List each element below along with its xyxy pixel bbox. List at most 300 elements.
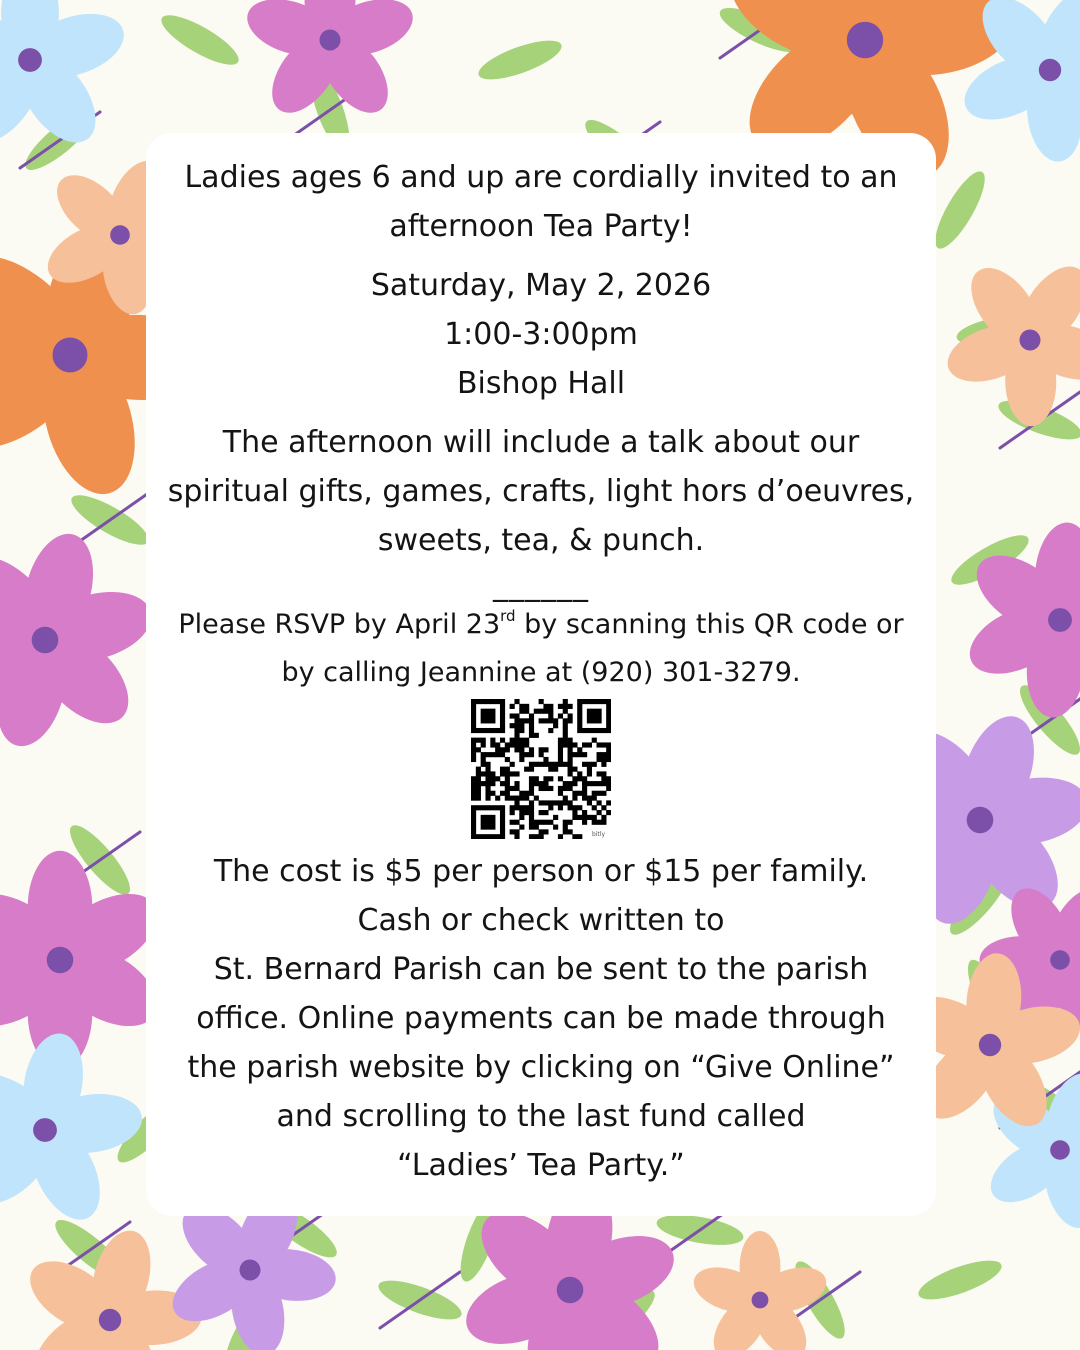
qr-module xyxy=(519,796,524,801)
lavender-flower-center xyxy=(967,807,994,834)
qr-module xyxy=(471,781,476,786)
qr-module xyxy=(510,829,515,834)
qr-module xyxy=(514,747,519,752)
qr-module xyxy=(471,820,476,825)
qr-module xyxy=(597,757,602,762)
qr-module xyxy=(606,704,611,709)
qr-module xyxy=(529,718,534,723)
qr-module xyxy=(568,771,573,776)
rsvp-qr-code[interactable] xyxy=(471,699,611,839)
qr-module xyxy=(471,742,476,747)
qr-module xyxy=(543,704,548,709)
qr-module xyxy=(606,757,611,762)
event-date: Saturday, May 2, 2026 xyxy=(370,268,712,303)
pink-flower-center xyxy=(32,627,59,654)
qr-module xyxy=(601,791,606,796)
qr-module xyxy=(587,796,592,801)
qr-module xyxy=(592,699,597,704)
qr-module xyxy=(524,718,529,723)
qr-module xyxy=(577,815,582,820)
qr-module xyxy=(490,718,495,723)
qr-module xyxy=(597,728,602,733)
qr-module xyxy=(543,800,548,805)
qr-module xyxy=(572,805,577,810)
qr-module xyxy=(568,820,573,825)
qr-module xyxy=(543,709,548,714)
qr-module xyxy=(582,762,587,767)
qr-module xyxy=(558,747,563,752)
rsvp-text-after: by scanning this QR code or xyxy=(515,609,904,640)
qr-module xyxy=(471,718,476,723)
qr-module xyxy=(572,796,577,801)
qr-module xyxy=(476,776,481,781)
invitation-card xyxy=(146,133,936,1216)
invite-line-1: Ladies ages 6 and up are cordially invited to an xyxy=(184,160,898,195)
qr-module xyxy=(563,786,568,791)
qr-module xyxy=(471,834,476,839)
qr-module xyxy=(485,825,490,830)
qr-module xyxy=(505,742,510,747)
qr-module xyxy=(529,713,534,718)
qr-module xyxy=(548,704,553,709)
qr-module xyxy=(495,742,500,747)
qr-module xyxy=(529,791,534,796)
qr-module xyxy=(519,723,524,728)
qr-module xyxy=(529,820,534,825)
qr-module xyxy=(505,747,510,752)
qr-module xyxy=(519,704,524,709)
qr-module xyxy=(553,825,558,830)
qr-module xyxy=(563,829,568,834)
qr-module xyxy=(606,800,611,805)
qr-module xyxy=(500,771,505,776)
qr-module xyxy=(539,820,544,825)
qr-module xyxy=(534,762,539,767)
qr-module xyxy=(471,713,476,718)
qr-module xyxy=(495,776,500,781)
qr-module xyxy=(481,738,486,743)
qr-module xyxy=(572,742,577,747)
qr-module xyxy=(572,752,577,757)
qr-module xyxy=(529,815,534,820)
qr-module xyxy=(606,713,611,718)
cost-line-3: St. Bernard Parish can be sent to the parish xyxy=(213,952,869,987)
qr-module xyxy=(606,781,611,786)
qr-module xyxy=(553,762,558,767)
qr-module xyxy=(553,815,558,820)
qr-module xyxy=(476,796,481,801)
qr-module xyxy=(510,810,515,815)
blue-flower-center xyxy=(1050,1140,1070,1160)
qr-module xyxy=(587,699,592,704)
qr-module xyxy=(514,820,519,825)
qr-module xyxy=(592,738,597,743)
qr-module xyxy=(529,762,534,767)
qr-module xyxy=(577,776,582,781)
qr-module xyxy=(514,800,519,805)
qr-module xyxy=(529,733,534,738)
qr-module xyxy=(505,781,510,786)
qr-module xyxy=(548,728,553,733)
qr-module xyxy=(490,791,495,796)
qr-module xyxy=(495,728,500,733)
qr-module xyxy=(558,786,563,791)
qr-module xyxy=(582,815,587,820)
qr-module xyxy=(582,781,587,786)
qr-module xyxy=(568,752,573,757)
qr-module xyxy=(606,742,611,747)
qr-module xyxy=(606,709,611,714)
qr-module xyxy=(577,709,582,714)
qr-module xyxy=(597,820,602,825)
qr-module xyxy=(490,771,495,776)
qr-module xyxy=(568,781,573,786)
qr-module xyxy=(505,757,510,762)
qr-module xyxy=(471,825,476,830)
qr-module xyxy=(577,728,582,733)
qr-module xyxy=(553,767,558,772)
qr-module xyxy=(514,829,519,834)
qr-module xyxy=(601,699,606,704)
blue-flower-center xyxy=(33,1118,57,1142)
qr-module xyxy=(568,805,573,810)
qr-module xyxy=(587,815,592,820)
qr-module xyxy=(505,776,510,781)
qr-module xyxy=(597,800,602,805)
qr-module xyxy=(495,747,500,752)
qr-module xyxy=(490,742,495,747)
qr-module xyxy=(592,791,597,796)
qr-module xyxy=(490,738,495,743)
qr-module xyxy=(500,781,505,786)
qr-module xyxy=(529,800,534,805)
qr-module xyxy=(582,796,587,801)
qr-module xyxy=(597,742,602,747)
pink-flower-center xyxy=(1050,950,1070,970)
rsvp-line-1 xyxy=(156,601,926,649)
qr-module xyxy=(563,699,568,704)
qr-module xyxy=(597,713,602,718)
qr-module xyxy=(548,776,553,781)
qr-module xyxy=(563,704,568,709)
qr-module xyxy=(519,728,524,733)
qr-module xyxy=(500,713,505,718)
qr-module xyxy=(572,815,577,820)
qr-module xyxy=(485,728,490,733)
qr-module xyxy=(510,762,515,767)
event-location: Bishop Hall xyxy=(456,366,626,401)
qr-module xyxy=(471,747,476,752)
qr-module xyxy=(490,820,495,825)
qr-module xyxy=(485,709,490,714)
qr-module xyxy=(476,781,481,786)
qr-module xyxy=(543,829,548,834)
qr-module xyxy=(597,718,602,723)
qr-module xyxy=(490,709,495,714)
qr-module xyxy=(500,791,505,796)
qr-module xyxy=(519,810,524,815)
qr-module xyxy=(481,709,486,714)
qr-module xyxy=(582,791,587,796)
qr-module xyxy=(529,781,534,786)
qr-module xyxy=(587,781,592,786)
qr-module xyxy=(481,713,486,718)
qr-module xyxy=(500,752,505,757)
qr-module xyxy=(606,752,611,757)
qr-module xyxy=(510,742,515,747)
qr-module xyxy=(519,738,524,743)
qr-module xyxy=(577,699,582,704)
qr-module xyxy=(529,752,534,757)
cost-line-7: “Ladies’ Tea Party.” xyxy=(397,1148,685,1183)
qr-module xyxy=(524,767,529,772)
invite-line-2: afternoon Tea Party! xyxy=(389,209,693,244)
qr-module xyxy=(558,834,563,839)
qr-module xyxy=(481,742,486,747)
qr-module xyxy=(519,757,524,762)
qr-module xyxy=(597,709,602,714)
qr-module xyxy=(563,800,568,805)
qr-module xyxy=(485,718,490,723)
qr-module xyxy=(539,709,544,714)
qr-module xyxy=(563,723,568,728)
qr-module xyxy=(485,771,490,776)
qr-module xyxy=(543,747,548,752)
qr-module xyxy=(510,786,515,791)
qr-module xyxy=(568,742,573,747)
qr-module xyxy=(514,796,519,801)
qr-module xyxy=(500,738,505,743)
qr-module xyxy=(514,771,519,776)
qr-module xyxy=(601,776,606,781)
blue-flower-center xyxy=(18,48,42,72)
qr-module xyxy=(490,805,495,810)
qr-module xyxy=(601,728,606,733)
qr-module xyxy=(568,762,573,767)
qr-module xyxy=(471,699,476,704)
qr-module xyxy=(601,815,606,820)
qr-module xyxy=(510,805,515,810)
qr-module xyxy=(500,834,505,839)
qr-module xyxy=(505,796,510,801)
qr-module xyxy=(601,820,606,825)
qr-module xyxy=(481,699,486,704)
qr-module xyxy=(500,728,505,733)
leaf xyxy=(914,1253,1006,1308)
details-line-3: sweets, tea, & punch. xyxy=(377,523,705,558)
qr-module xyxy=(563,728,568,733)
qr-module xyxy=(543,757,548,762)
qr-module xyxy=(558,752,563,757)
pink-flower-center xyxy=(1048,608,1072,632)
qr-module xyxy=(563,718,568,723)
qr-module xyxy=(485,796,490,801)
qr-module xyxy=(514,805,519,810)
qr-module xyxy=(572,810,577,815)
qr-module xyxy=(592,728,597,733)
divider: ______ xyxy=(493,568,589,603)
qr-module xyxy=(519,825,524,830)
cost-line-2: Cash or check written to xyxy=(357,903,725,938)
qr-module xyxy=(476,805,481,810)
qr-module xyxy=(481,781,486,786)
qr-module xyxy=(548,805,553,810)
qr-module xyxy=(485,699,490,704)
qr-watermark: bitly xyxy=(591,831,605,838)
qr-module xyxy=(582,786,587,791)
qr-module xyxy=(563,762,568,767)
qr-module xyxy=(534,776,539,781)
qr-module xyxy=(519,752,524,757)
qr-module xyxy=(568,800,573,805)
qr-module xyxy=(597,810,602,815)
qr-module xyxy=(500,820,505,825)
qr-module xyxy=(471,796,476,801)
pink-flower-center xyxy=(47,947,74,974)
peach-flower-center xyxy=(110,225,130,245)
qr-module xyxy=(481,834,486,839)
orange-flower-center xyxy=(53,338,88,373)
qr-module xyxy=(519,718,524,723)
qr-module xyxy=(476,834,481,839)
qr-module xyxy=(481,771,486,776)
leaf xyxy=(927,165,994,254)
qr-module xyxy=(534,733,539,738)
qr-module xyxy=(601,757,606,762)
qr-module xyxy=(548,786,553,791)
qr-module xyxy=(601,771,606,776)
qr-module xyxy=(543,810,548,815)
qr-module xyxy=(558,776,563,781)
blue-flower-center xyxy=(1039,59,1061,81)
qr-module xyxy=(592,709,597,714)
qr-module xyxy=(543,781,548,786)
qr-module xyxy=(529,776,534,781)
qr-module xyxy=(577,718,582,723)
qr-module xyxy=(490,834,495,839)
qr-module xyxy=(563,733,568,738)
qr-module xyxy=(548,709,553,714)
qr-module xyxy=(471,757,476,762)
qr-module xyxy=(490,825,495,830)
qr-module xyxy=(500,699,505,704)
qr-module xyxy=(587,800,592,805)
qr-module xyxy=(529,834,534,839)
qr-module xyxy=(568,757,573,762)
qr-module xyxy=(476,791,481,796)
qr-module xyxy=(577,771,582,776)
qr-module xyxy=(577,805,582,810)
qr-module xyxy=(476,786,481,791)
qr-module xyxy=(543,786,548,791)
qr-module xyxy=(568,767,573,772)
qr-module xyxy=(524,791,529,796)
qr-module xyxy=(519,805,524,810)
rsvp-text-before: Please RSVP by April 23 xyxy=(178,609,501,640)
qr-module xyxy=(563,709,568,714)
qr-module xyxy=(485,781,490,786)
cost-line-1: The cost is $5 per person or $15 per family. xyxy=(213,854,869,889)
qr-module xyxy=(471,776,476,781)
qr-module xyxy=(529,767,534,772)
qr-module xyxy=(606,786,611,791)
qr-module xyxy=(490,781,495,786)
qr-module xyxy=(500,767,505,772)
qr-module xyxy=(510,796,515,801)
qr-module xyxy=(597,699,602,704)
qr-module xyxy=(548,762,553,767)
qr-module xyxy=(481,762,486,767)
qr-module xyxy=(582,699,587,704)
qr-module xyxy=(548,820,553,825)
qr-module xyxy=(514,786,519,791)
qr-module xyxy=(485,815,490,820)
qr-module xyxy=(514,742,519,747)
qr-module xyxy=(553,718,558,723)
leaf xyxy=(474,33,566,88)
qr-module xyxy=(490,776,495,781)
rsvp-line-2: by calling Jeannine at (920) 301-3279. xyxy=(281,657,801,688)
qr-module xyxy=(495,805,500,810)
qr-module xyxy=(539,752,544,757)
qr-module xyxy=(471,752,476,757)
qr-module xyxy=(539,834,544,839)
qr-module xyxy=(568,713,573,718)
qr-module xyxy=(471,723,476,728)
qr-module xyxy=(510,713,515,718)
qr-module xyxy=(543,718,548,723)
qr-module xyxy=(577,713,582,718)
qr-module xyxy=(485,834,490,839)
qr-module xyxy=(582,742,587,747)
qr-module xyxy=(524,742,529,747)
qr-module xyxy=(606,699,611,704)
peach-flower-center xyxy=(99,1309,121,1331)
qr-module xyxy=(500,815,505,820)
qr-module xyxy=(558,800,563,805)
qr-module xyxy=(568,786,573,791)
qr-module xyxy=(582,820,587,825)
qr-module xyxy=(505,767,510,772)
qr-module xyxy=(582,776,587,781)
qr-module xyxy=(568,718,573,723)
qr-module xyxy=(601,805,606,810)
qr-module xyxy=(524,752,529,757)
qr-module xyxy=(558,805,563,810)
qr-module xyxy=(514,738,519,743)
pink-flower-center xyxy=(320,30,341,51)
qr-module xyxy=(514,834,519,839)
qr-module xyxy=(505,786,510,791)
qr-module xyxy=(471,791,476,796)
qr-module xyxy=(558,738,563,743)
qr-module xyxy=(572,834,577,839)
qr-module xyxy=(471,728,476,733)
qr-module xyxy=(558,742,563,747)
qr-module xyxy=(577,791,582,796)
qr-module xyxy=(524,738,529,743)
qr-module xyxy=(500,747,505,752)
qr-module xyxy=(606,810,611,815)
qr-module xyxy=(543,820,548,825)
qr-module xyxy=(539,747,544,752)
qr-module xyxy=(485,767,490,772)
qr-module xyxy=(481,815,486,820)
qr-module xyxy=(592,762,597,767)
qr-module xyxy=(529,786,534,791)
qr-module xyxy=(495,752,500,757)
qr-module xyxy=(481,757,486,762)
